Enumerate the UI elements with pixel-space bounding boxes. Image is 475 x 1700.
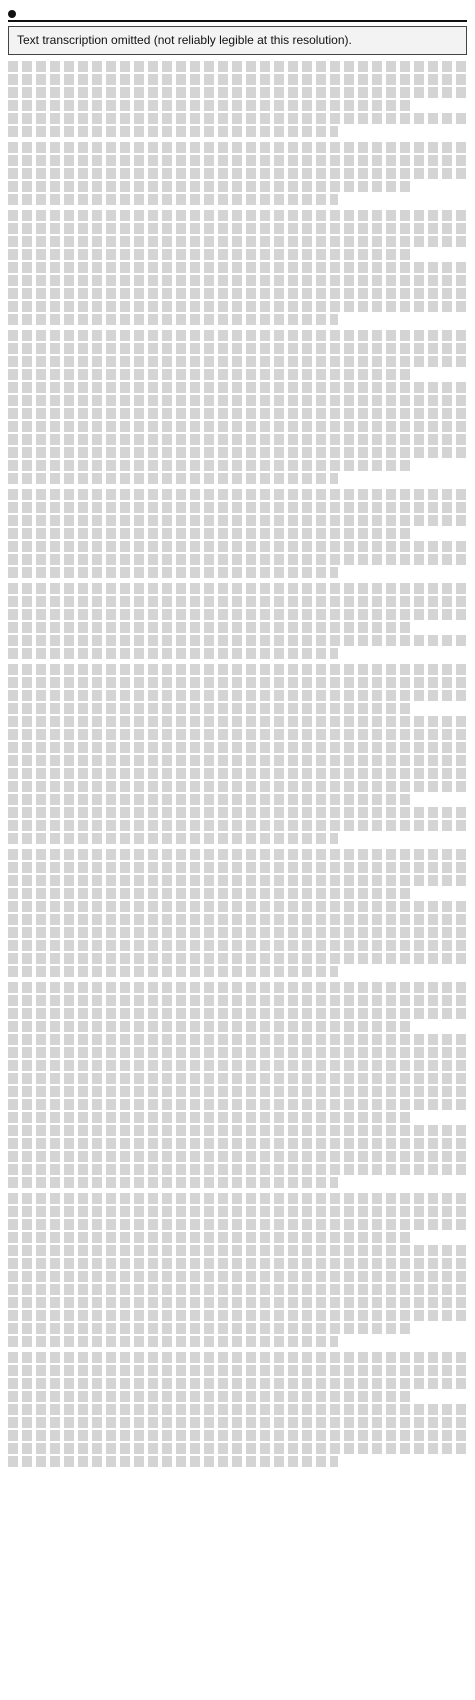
text-line-placeholder — [8, 343, 467, 354]
article-paragraph — [8, 583, 467, 661]
text-line-placeholder — [8, 635, 467, 646]
text-line-placeholder — [8, 995, 467, 1006]
text-line-placeholder — [8, 1008, 467, 1019]
text-line-placeholder — [8, 194, 338, 205]
text-line-placeholder — [8, 1404, 467, 1415]
text-line-placeholder — [8, 1112, 412, 1123]
text-line-placeholder — [8, 249, 412, 260]
text-line-placeholder — [8, 755, 467, 766]
text-line-placeholder — [8, 833, 338, 844]
text-line-placeholder — [8, 382, 467, 393]
text-line-placeholder — [8, 181, 412, 192]
text-line-placeholder — [8, 583, 467, 594]
text-line-placeholder — [8, 528, 412, 539]
text-line-placeholder — [8, 288, 467, 299]
text-line-placeholder — [8, 210, 467, 221]
text-line-placeholder — [8, 1047, 467, 1058]
text-line-placeholder — [8, 1352, 467, 1363]
text-line-placeholder — [8, 369, 412, 380]
text-line-placeholder — [8, 554, 467, 565]
text-line-placeholder — [8, 275, 467, 286]
text-line-placeholder — [8, 703, 412, 714]
text-line-placeholder — [8, 142, 467, 153]
bullet-dot-icon — [8, 10, 16, 18]
text-line-placeholder — [8, 395, 467, 406]
text-line-placeholder — [8, 421, 467, 432]
transcription-notice: Text transcription omitted (not reliably legible at this resolution). — [8, 26, 467, 55]
text-line-placeholder — [8, 489, 467, 500]
text-line-placeholder — [8, 314, 338, 325]
article-paragraph — [8, 849, 467, 979]
text-line-placeholder — [8, 914, 467, 925]
text-line-placeholder — [8, 807, 467, 818]
text-line-placeholder — [8, 1060, 467, 1071]
text-line-placeholder — [8, 875, 467, 886]
text-line-placeholder — [8, 794, 412, 805]
text-line-placeholder — [8, 1258, 467, 1269]
text-line-placeholder — [8, 1297, 467, 1308]
article-paragraph — [8, 982, 467, 1190]
text-line-placeholder — [8, 664, 467, 675]
text-line-placeholder — [8, 168, 467, 179]
text-line-placeholder — [8, 460, 412, 471]
text-line-placeholder — [8, 1310, 467, 1321]
text-line-placeholder — [8, 1219, 467, 1230]
text-line-placeholder — [8, 1365, 467, 1376]
article-paragraph — [8, 1352, 467, 1469]
text-line-placeholder — [8, 1151, 467, 1162]
text-line-placeholder — [8, 1206, 467, 1217]
text-line-placeholder — [8, 567, 338, 578]
text-line-placeholder — [8, 236, 467, 247]
text-line-placeholder — [8, 473, 338, 484]
text-line-placeholder — [8, 820, 467, 831]
text-line-placeholder — [8, 74, 467, 85]
text-line-placeholder — [8, 1378, 467, 1389]
text-line-placeholder — [8, 1193, 467, 1204]
text-line-placeholder — [8, 330, 467, 341]
text-line-placeholder — [8, 1245, 467, 1256]
text-line-placeholder — [8, 262, 467, 273]
text-line-placeholder — [8, 1099, 467, 1110]
article-paragraph — [8, 1193, 467, 1349]
article-paragraph — [8, 61, 467, 139]
article-paragraph — [8, 489, 467, 580]
text-line-placeholder — [8, 742, 467, 753]
article-paragraph — [8, 210, 467, 327]
article-paragraph — [8, 142, 467, 207]
text-line-placeholder — [8, 1164, 467, 1175]
text-line-placeholder — [8, 966, 338, 977]
text-line-placeholder — [8, 1443, 467, 1454]
text-line-placeholder — [8, 1034, 467, 1045]
text-line-placeholder — [8, 609, 467, 620]
text-line-placeholder — [8, 126, 338, 137]
text-line-placeholder — [8, 356, 467, 367]
text-line-placeholder — [8, 648, 338, 659]
article-paragraph — [8, 330, 467, 486]
text-line-placeholder — [8, 447, 467, 458]
text-line-placeholder — [8, 1177, 338, 1188]
text-line-placeholder — [8, 1323, 412, 1334]
text-line-placeholder — [8, 1391, 412, 1402]
text-line-placeholder — [8, 155, 467, 166]
article-body — [8, 61, 467, 1469]
text-line-placeholder — [8, 901, 467, 912]
text-line-placeholder — [8, 940, 467, 951]
text-line-placeholder — [8, 768, 467, 779]
text-line-placeholder — [8, 113, 467, 124]
text-line-placeholder — [8, 781, 467, 792]
text-line-placeholder — [8, 408, 467, 419]
text-line-placeholder — [8, 862, 467, 873]
text-line-placeholder — [8, 1073, 467, 1084]
text-line-placeholder — [8, 223, 467, 234]
text-line-placeholder — [8, 1456, 338, 1467]
text-line-placeholder — [8, 1138, 467, 1149]
text-line-placeholder — [8, 1430, 467, 1441]
text-line-placeholder — [8, 61, 467, 72]
text-line-placeholder — [8, 502, 467, 513]
text-line-placeholder — [8, 1284, 467, 1295]
text-line-placeholder — [8, 541, 467, 552]
article-paragraph — [8, 664, 467, 846]
text-line-placeholder — [8, 677, 467, 688]
text-line-placeholder — [8, 301, 467, 312]
text-line-placeholder — [8, 1417, 467, 1428]
text-line-placeholder — [8, 1271, 467, 1282]
text-line-placeholder — [8, 982, 467, 993]
text-line-placeholder — [8, 87, 467, 98]
text-line-placeholder — [8, 515, 467, 526]
text-line-placeholder — [8, 1021, 412, 1032]
text-line-placeholder — [8, 927, 467, 938]
text-line-placeholder — [8, 1232, 412, 1243]
text-line-placeholder — [8, 729, 467, 740]
text-line-placeholder — [8, 888, 412, 899]
title-rule — [8, 20, 467, 22]
continued-from — [8, 10, 467, 18]
text-line-placeholder — [8, 690, 467, 701]
text-line-placeholder — [8, 716, 467, 727]
text-line-placeholder — [8, 1125, 467, 1136]
text-line-placeholder — [8, 849, 467, 860]
text-line-placeholder — [8, 1336, 338, 1347]
text-line-placeholder — [8, 622, 412, 633]
text-line-placeholder — [8, 100, 412, 111]
text-line-placeholder — [8, 1086, 467, 1097]
text-line-placeholder — [8, 596, 467, 607]
text-line-placeholder — [8, 434, 467, 445]
text-line-placeholder — [8, 953, 467, 964]
